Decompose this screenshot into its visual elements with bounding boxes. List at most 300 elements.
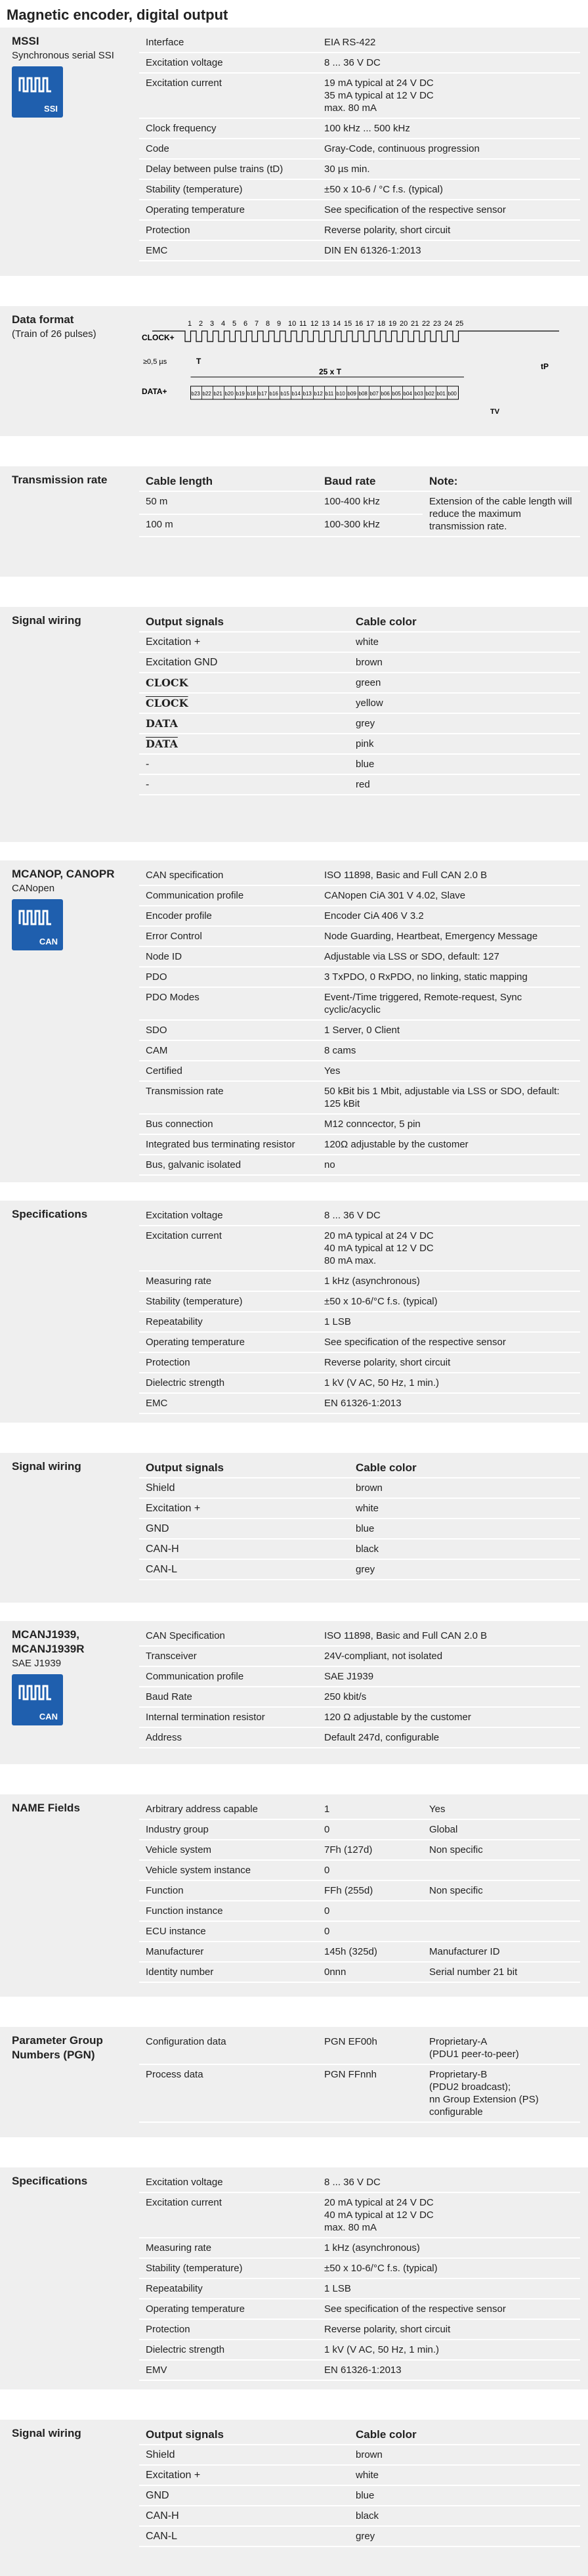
table-cell: Excitation +: [139, 632, 349, 652]
table-row: [139, 200, 580, 220]
section-title: Signal wiring: [12, 2427, 81, 2439]
pulse-number: 25: [455, 320, 464, 328]
pgn-heading: [12, 2033, 136, 2062]
bit-label: b14: [291, 391, 301, 397]
table-row: [139, 1519, 580, 1539]
table-cell: Stability (temperature): [139, 1291, 318, 1312]
table-row: [139, 1942, 580, 1962]
pulse-number: 4: [221, 320, 226, 328]
table-row: [139, 1061, 580, 1081]
table-cell: white: [349, 632, 580, 652]
table-cell: Measuring rate: [139, 1271, 318, 1291]
table-row: [139, 53, 580, 73]
pulse-number: 1: [188, 320, 192, 328]
bit-label: b19: [236, 391, 245, 397]
bit-label: b22: [202, 391, 211, 397]
table-cell: 1 kV (V AC, 50 Hz, 1 min.): [318, 1373, 580, 1393]
table-cell: Output signals: [139, 612, 349, 632]
table-cell: Manufacturer ID: [423, 1942, 580, 1962]
wiring-heading: [12, 2426, 136, 2441]
table-cell: Event-/Time triggered, Remote-request, Sync cyclic/acyclic: [318, 987, 580, 1020]
table-cell: Baud Rate: [139, 1687, 318, 1707]
table-cell: Adjustable via LSS or SDO, default: 127: [318, 946, 580, 967]
pulse-number: 10: [288, 320, 297, 328]
table-cell: Clock frequency: [139, 118, 318, 139]
table-cell: EMC: [139, 240, 318, 261]
table-cell: PDO Modes: [139, 987, 318, 1020]
table-row: [139, 1271, 580, 1291]
table-row: [139, 2258, 580, 2278]
table-cell: 20 mA typical at 24 V DC 40 mA typical at 12 V DC 80 mA max.: [318, 1226, 580, 1271]
table-row: [139, 1707, 580, 1727]
table-header-row: [139, 612, 580, 632]
table-row: [139, 967, 580, 987]
table-cell: Dielectric strength: [139, 2340, 318, 2360]
section-title: Transmission rate: [12, 474, 108, 486]
mssi-spec-table: [139, 33, 580, 261]
table-cell: DATA: [139, 713, 349, 734]
table-cell: 50 kBit bis 1 Mbit, adjustable via LSS or SDO, default: 125 kBit: [318, 1081, 580, 1114]
table-cell: See specification of the respective sensor: [318, 1332, 580, 1352]
wiring-section-j1939: [0, 2420, 588, 2576]
table-cell: Address: [139, 1727, 318, 1748]
table-cell: Cable color: [349, 612, 580, 632]
table-row: [139, 693, 580, 713]
table-cell: CAN-H: [139, 2506, 349, 2526]
section-title: Parameter Group Numbers (PGN): [12, 2034, 103, 2061]
bit-label: b09: [347, 391, 356, 397]
table-row: [139, 220, 580, 240]
transmission-note: Extension of the cable length will reduce the maximum transmission rate.: [423, 491, 580, 537]
table-cell: Operating temperature: [139, 2299, 318, 2319]
table-cell: brown: [349, 652, 580, 673]
bit-label: b21: [213, 391, 222, 397]
table-row: [139, 1020, 580, 1040]
table-row: [139, 2299, 580, 2319]
table-cell: Excitation +: [139, 2465, 349, 2485]
pulse-number: 17: [366, 320, 375, 328]
table-cell: CLOCK: [139, 673, 349, 693]
canopen-heading: [12, 867, 136, 950]
table-row: [139, 1539, 580, 1559]
table-cell: pink: [349, 734, 580, 754]
pulse-number: 20: [400, 320, 408, 328]
table-cell: 8 ... 36 V DC: [318, 53, 580, 73]
table-cell: Global: [423, 1819, 580, 1840]
table-cell: Cable length: [139, 472, 318, 491]
table-cell: 120Ω adjustable by the customer: [318, 1134, 580, 1155]
table-row: [139, 1901, 580, 1921]
section-subtitle: Synchronous serial SSI: [12, 50, 114, 61]
table-row: [139, 1081, 580, 1114]
table-row: [139, 1373, 580, 1393]
table-cell: Non specific: [423, 1840, 580, 1860]
bit-label: b06: [381, 391, 390, 397]
table-cell: GND: [139, 1519, 349, 1539]
table-cell: Reverse polarity, short circuit: [318, 220, 580, 240]
table-row: [139, 2360, 580, 2380]
table-cell: white: [349, 1498, 580, 1519]
ssi-wiring-table: [139, 612, 580, 795]
table-cell: Vehicle system instance: [139, 1860, 318, 1880]
table-row: [139, 2526, 580, 2546]
table-cell: 19 mA typical at 24 V DC 35 mA typical at 12 V DC max. 80 mA: [318, 73, 580, 118]
table-cell: Arbitrary address capable: [139, 1800, 318, 1819]
table-cell: See specification of the respective sensor: [318, 200, 580, 220]
table-cell: 1 kV (V AC, 50 Hz, 1 min.): [318, 2340, 580, 2360]
table-cell: Transmission rate: [139, 1081, 318, 1114]
bit-label: b13: [303, 391, 312, 397]
table-cell: EMV: [139, 2360, 318, 2380]
table-cell: CAN Specification: [139, 1626, 318, 1646]
table-cell: Excitation GND: [139, 652, 349, 673]
specifications-section-j1939: [0, 2167, 588, 2389]
pulse-number: 18: [377, 320, 386, 328]
name-fields-section: [0, 1794, 588, 1997]
table-cell: 1 kHz (asynchronous): [318, 2238, 580, 2258]
table-cell: Output signals: [139, 2425, 349, 2445]
table-cell: ±50 x 10-6 / °C f.s. (typical): [318, 179, 580, 200]
bit-label: b03: [414, 391, 423, 397]
table-cell: PGN EF00h: [318, 2032, 423, 2064]
bit-label: b01: [436, 391, 446, 397]
table-cell: Vehicle system: [139, 1840, 318, 1860]
data-format-section: [0, 306, 588, 436]
table-cell: Integrated bus terminating resistor: [139, 1134, 318, 1155]
wiring-heading: [12, 1459, 136, 1474]
tp-label: tP: [541, 362, 549, 371]
specifications-heading: [12, 2174, 136, 2188]
j1939-section: [0, 1621, 588, 1764]
table-cell: blue: [349, 2485, 580, 2506]
table-header-row: [139, 2425, 580, 2445]
section-subtitle: SAE J1939: [12, 1658, 62, 1669]
pulse-number: 7: [255, 320, 259, 328]
pulse-number: 9: [277, 320, 282, 328]
table-row: [139, 774, 580, 795]
transmission-section: [0, 466, 588, 577]
table-cell: ISO 11898, Basic and Full CAN 2.0 B: [318, 1626, 580, 1646]
table-cell: -: [139, 774, 349, 795]
can-logo-icon: [12, 1674, 63, 1725]
table-cell: Excitation voltage: [139, 53, 318, 73]
table-cell: 1 LSB: [318, 2278, 580, 2299]
table-cell: M12 conncector, 5 pin: [318, 1114, 580, 1134]
table-cell: Reverse polarity, short circuit: [318, 1352, 580, 1373]
section-subtitle: (Train of 26 pulses): [12, 328, 96, 340]
table-cell: 8 cams: [318, 1040, 580, 1061]
table-row: [139, 33, 580, 53]
pulse-number: 2: [199, 320, 203, 328]
table-cell: Code: [139, 139, 318, 159]
table-row: [139, 1559, 580, 1580]
pulse-number: 16: [355, 320, 364, 328]
table-row: [139, 1800, 580, 1819]
table-row: [139, 652, 580, 673]
table-cell: Bus, galvanic isolated: [139, 1155, 318, 1175]
table-cell: 145h (325d): [318, 1942, 423, 1962]
pulse-number: 14: [333, 320, 341, 328]
table-row: [139, 1666, 580, 1687]
table-cell: Output signals: [139, 1458, 349, 1478]
pulse-number: 6: [243, 320, 248, 328]
table-cell: CAM: [139, 1040, 318, 1061]
table-cell: black: [349, 1539, 580, 1559]
min-label: ≥0,5 µs: [143, 358, 167, 366]
table-cell: Communication profile: [139, 885, 318, 906]
table-cell: Operating temperature: [139, 1332, 318, 1352]
clock-label: CLOCK+: [142, 333, 175, 342]
table-cell: Excitation voltage: [139, 1206, 318, 1226]
span-label: 25 x T: [319, 367, 342, 376]
table-cell: 30 µs min.: [318, 159, 580, 179]
bit-label: b20: [224, 391, 234, 397]
table-row: [139, 2319, 580, 2340]
pulse-number: 12: [310, 320, 319, 328]
table-row: [139, 987, 580, 1020]
bit-label: b15: [280, 391, 289, 397]
bit-label: b02: [425, 391, 434, 397]
ssi-timing-diagram: [139, 311, 580, 423]
table-cell: Function: [139, 1880, 318, 1901]
table-cell: 8 ... 36 V DC: [318, 2173, 580, 2192]
name-fields-table: [139, 1800, 580, 1983]
table-cell: grey: [349, 713, 580, 734]
table-row: [139, 179, 580, 200]
table-cell: Default 247d, configurable: [318, 1727, 580, 1748]
section-title: Signal wiring: [12, 614, 81, 627]
pulse-number: 3: [210, 320, 215, 328]
table-row: [139, 1352, 580, 1373]
bit-label: b00: [448, 391, 457, 397]
bit-label: b04: [403, 391, 412, 397]
j1939-wiring-table: [139, 2425, 580, 2547]
pulse-number: 24: [444, 320, 453, 328]
table-cell: Repeatability: [139, 1312, 318, 1332]
table-cell: 1: [318, 1800, 423, 1819]
table-cell: Node Guarding, Heartbeat, Emergency Message: [318, 926, 580, 946]
table-row: [139, 2278, 580, 2299]
table-cell: ±50 x 10-6/°C f.s. (typical): [318, 1291, 580, 1312]
bit-label: b11: [325, 391, 334, 397]
table-cell: Transceiver: [139, 1646, 318, 1666]
table-cell: Bus connection: [139, 1114, 318, 1134]
table-row: [139, 73, 580, 118]
bit-label: b10: [336, 391, 345, 397]
table-row: [139, 734, 580, 754]
table-cell: Interface: [139, 33, 318, 53]
table-cell: DATA: [139, 734, 349, 754]
table-row: [139, 1962, 580, 1982]
table-cell: white: [349, 2465, 580, 2485]
table-row: [139, 118, 580, 139]
bit-label: b08: [358, 391, 368, 397]
table-row: [139, 926, 580, 946]
bit-label: b16: [269, 391, 278, 397]
table-cell: 1 kHz (asynchronous): [318, 1271, 580, 1291]
table-row: [139, 713, 580, 734]
table-row: [139, 159, 580, 179]
section-title: MSSI: [12, 35, 39, 47]
table-row: [139, 946, 580, 967]
table-cell: Shield: [139, 1478, 349, 1498]
pgn-table: [139, 2032, 580, 2123]
table-cell: Identity number: [139, 1962, 318, 1982]
table-header-row: [139, 472, 580, 491]
data-label: DATA+: [142, 387, 167, 396]
table-row: [139, 1332, 580, 1352]
table-cell: Yes: [318, 1061, 580, 1081]
table-cell: Internal termination resistor: [139, 1707, 318, 1727]
table-cell: Stability (temperature): [139, 2258, 318, 2278]
section-title: Signal wiring: [12, 1460, 81, 1473]
logo-text: CAN: [39, 1712, 58, 1721]
logo-text: CAN: [39, 937, 58, 946]
pulse-number: 22: [422, 320, 430, 328]
table-row: [139, 1819, 580, 1840]
table-row: [139, 2465, 580, 2485]
section-subtitle: CANopen: [12, 883, 55, 894]
table-cell: ECU instance: [139, 1921, 318, 1942]
table-cell: Yes: [423, 1800, 580, 1819]
table-row: [139, 1860, 580, 1880]
pulse-number: 5: [232, 320, 237, 328]
table-row: [139, 491, 580, 514]
table-cell: Non specific: [423, 1880, 580, 1901]
wiring-heading: [12, 613, 136, 628]
table-cell: 7Fh (127d): [318, 1840, 423, 1860]
pgn-section: [0, 2027, 588, 2137]
table-row: [139, 2032, 580, 2064]
table-cell: Cable color: [349, 1458, 580, 1478]
pulse-number: 15: [344, 320, 352, 328]
table-row: [139, 1880, 580, 1901]
table-row: [139, 885, 580, 906]
table-cell: CAN specification: [139, 866, 318, 885]
canopen-specifications-table: [139, 1206, 580, 1414]
table-row: [139, 1626, 580, 1646]
canopen-spec-table: [139, 866, 580, 1176]
mssi-section: [0, 28, 588, 276]
table-cell: 250 kbit/s: [318, 1687, 580, 1707]
table-cell: ISO 11898, Basic and Full CAN 2.0 B: [318, 866, 580, 885]
table-cell: Node ID: [139, 946, 318, 967]
table-row: [139, 2506, 580, 2526]
table-cell: EMC: [139, 1393, 318, 1413]
table-cell: brown: [349, 2445, 580, 2465]
table-cell: CAN-L: [139, 1559, 349, 1580]
table-cell: [423, 1901, 580, 1921]
pulse-number: 21: [411, 320, 419, 328]
wiring-section-ssi: [0, 607, 588, 842]
table-cell: 0: [318, 1819, 423, 1840]
table-row: [139, 2340, 580, 2360]
table-cell: PDO: [139, 967, 318, 987]
table-cell: Encoder CiA 406 V 3.2: [318, 906, 580, 926]
table-cell: Gray-Code, continuous progression: [318, 139, 580, 159]
table-cell: 100 kHz ... 500 kHz: [318, 118, 580, 139]
pulse-number: 13: [322, 320, 330, 328]
table-cell: Function instance: [139, 1901, 318, 1921]
j1939-heading: [12, 1628, 136, 1725]
table-cell: red: [349, 774, 580, 795]
table-cell: SDO: [139, 1020, 318, 1040]
transmission-table: [139, 472, 580, 537]
table-row: [139, 906, 580, 926]
pulse-number: 23: [433, 320, 442, 328]
table-row: [139, 1114, 580, 1134]
table-cell: Shield: [139, 2445, 349, 2465]
table-cell: brown: [349, 1478, 580, 1498]
table-cell: CAN-H: [139, 1539, 349, 1559]
table-cell: blue: [349, 754, 580, 774]
table-cell: Excitation current: [139, 2192, 318, 2238]
table-cell: Manufacturer: [139, 1942, 318, 1962]
table-cell: 3 TxPDO, 0 RxPDO, no linking, static mapping: [318, 967, 580, 987]
table-cell: yellow: [349, 693, 580, 713]
ssi-logo-icon: [12, 66, 63, 118]
table-cell: Repeatability: [139, 2278, 318, 2299]
table-cell: 50 m: [139, 491, 318, 514]
table-row: [139, 240, 580, 261]
table-cell: Dielectric strength: [139, 1373, 318, 1393]
table-cell: 8 ... 36 V DC: [318, 1206, 580, 1226]
table-cell: Configuration data: [139, 2032, 318, 2064]
section-title: Specifications: [12, 2175, 88, 2187]
table-row: [139, 2485, 580, 2506]
pulse-number: 8: [266, 320, 270, 328]
table-cell: Note:: [423, 472, 580, 491]
canopen-wiring-table: [139, 1458, 580, 1580]
table-row: [139, 673, 580, 693]
section-title: MCANOP, CANOPR: [12, 868, 115, 880]
table-cell: green: [349, 673, 580, 693]
t-label: T: [196, 357, 201, 366]
table-cell: 1 LSB: [318, 1312, 580, 1332]
table-cell: Measuring rate: [139, 2238, 318, 2258]
table-cell: 120 Ω adjustable by the customer: [318, 1707, 580, 1727]
pulse-number: 19: [388, 320, 397, 328]
data-format-heading: [12, 313, 136, 340]
pulse-number: 11: [299, 320, 307, 328]
table-row: [139, 1040, 580, 1061]
logo-text: SSI: [44, 104, 58, 114]
table-cell: Proprietary-B (PDU2 broadcast); nn Group Extension (PS) configurable: [423, 2064, 580, 2122]
table-cell: grey: [349, 1559, 580, 1580]
table-cell: 24V-compliant, not isolated: [318, 1646, 580, 1666]
bit-label: b17: [258, 391, 267, 397]
table-cell: Stability (temperature): [139, 179, 318, 200]
table-cell: Delay between pulse trains (tD): [139, 159, 318, 179]
table-row: [139, 1646, 580, 1666]
table-cell: See specification of the respective sensor: [318, 2299, 580, 2319]
bit-label: b18: [247, 391, 256, 397]
table-row: [139, 2445, 580, 2465]
table-row: [139, 632, 580, 652]
table-cell: Certified: [139, 1061, 318, 1081]
table-cell: Excitation current: [139, 1226, 318, 1271]
table-cell: Excitation +: [139, 1498, 349, 1519]
table-row: [139, 1226, 580, 1271]
section-title: Specifications: [12, 1208, 88, 1220]
table-cell: CANopen CiA 301 V 4.02, Slave: [318, 885, 580, 906]
table-cell: Operating temperature: [139, 200, 318, 220]
table-cell: 0: [318, 1860, 423, 1880]
clock-waveform: [152, 331, 559, 342]
mssi-heading: [12, 34, 136, 118]
table-cell: Excitation current: [139, 73, 318, 118]
table-cell: Reverse polarity, short circuit: [318, 2319, 580, 2340]
